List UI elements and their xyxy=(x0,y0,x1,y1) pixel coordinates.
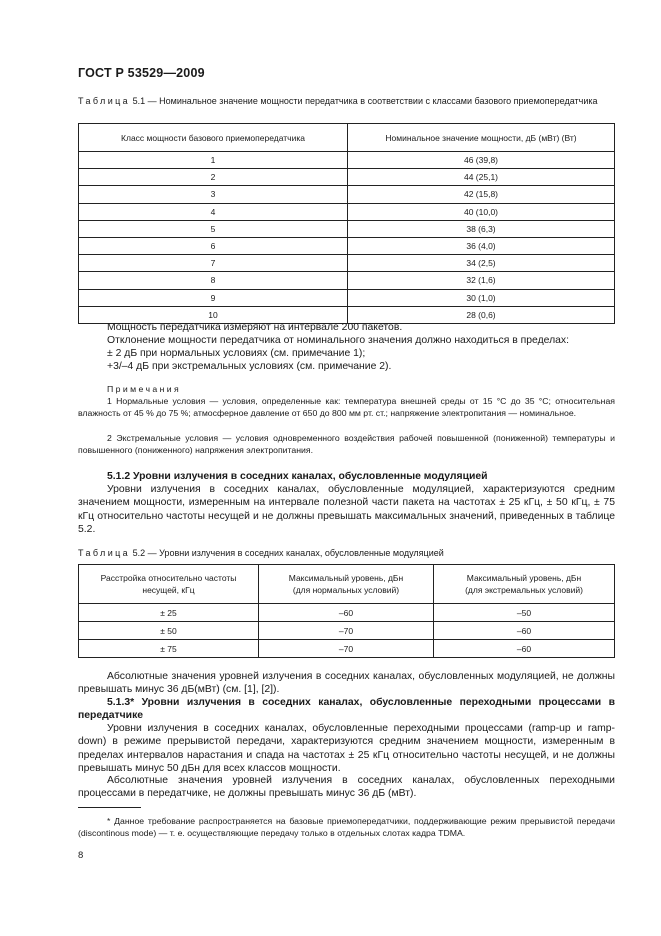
table-cell: 40 (10,0) xyxy=(348,203,615,220)
header-line: (для нормальных условий) xyxy=(292,585,400,595)
table-cell: 32 (1,6) xyxy=(348,272,615,289)
section-5-1-2-text: Уровни излучения в соседних каналах, обусловленные модуляцией, характеризуются средним значением мощности, измеренным на интервале полезной части пакета на частотах ± 25 кГц, ± 50 кГц, ± 75 кГц относительно частоты несущей и не должны превышать максимальных значений, приведенных в таблице 5.2. xyxy=(78,484,615,535)
table-cell: –70 xyxy=(259,640,434,658)
paragraph-absolute-modulation: Абсолютные значения уровней излучения в соседних каналах, обусловленных модуляцией, не должны превышать минус 36 дБ(мВт) (см. [1], [2]). xyxy=(78,671,615,696)
table-row xyxy=(79,622,615,640)
header-line: Максимальный уровень, дБн xyxy=(288,573,404,583)
table-cell: 36 (4,0) xyxy=(348,237,615,254)
table-row xyxy=(79,152,615,169)
table-cell: 44 (25,1) xyxy=(348,169,615,186)
table1-caption xyxy=(78,95,615,107)
table-cell: 30 (1,0) xyxy=(348,289,615,306)
header-line: несущей, кГц xyxy=(142,585,195,595)
table-row xyxy=(79,640,615,658)
table-row xyxy=(79,169,615,186)
table-cell: –60 xyxy=(434,622,615,640)
section-5-1-3-heading: 5.1.3* Уровни излучения в соседних каналах, обусловленные переходными процессами в передатчике xyxy=(78,697,615,722)
table-cell: –50 xyxy=(434,604,615,622)
header-line: Максимальный уровень, дБн xyxy=(466,573,582,583)
table2-caption xyxy=(78,547,615,559)
paragraph-extreme-conditions: +3/–4 дБ при экстремальных условиях (см. примечание 2). xyxy=(107,361,392,372)
page-number: 8 xyxy=(78,850,84,861)
table-cell: 1 xyxy=(79,152,348,169)
paragraph-deviation: Отклонение мощности передатчика от номинального значения должно находиться в пределах: xyxy=(107,335,569,346)
table-cell: 10 xyxy=(79,306,348,323)
table-cell: 4 xyxy=(79,203,348,220)
table2-header-row xyxy=(79,565,615,604)
header-line: (для экстремальных условий) xyxy=(465,585,583,595)
table-row xyxy=(79,272,615,289)
table-cell: 3 xyxy=(79,186,348,203)
table-cell: 9 xyxy=(79,289,348,306)
table-cell: –60 xyxy=(434,640,615,658)
table2-col-header-extreme xyxy=(434,565,615,604)
notes-title: Примечания xyxy=(107,384,182,394)
table-row xyxy=(79,186,615,203)
table1-header-row xyxy=(79,124,615,152)
table-cell: 2 xyxy=(79,169,348,186)
table-cell: 5 xyxy=(79,220,348,237)
table-cell: 34 (2,5) xyxy=(348,255,615,272)
table2-col-header-offset xyxy=(79,565,259,604)
table-cell: ± 75 xyxy=(79,640,259,658)
footnote-separator xyxy=(78,807,141,808)
document-header: ГОСТ Р 53529—2009 xyxy=(78,66,205,80)
section-5-1-2-heading: 5.1.2 Уровни излучения в соседних каналах, обусловленные модуляцией xyxy=(107,471,488,482)
table-cell: –70 xyxy=(259,622,434,640)
header-line: Расстройка относительно частоты xyxy=(100,573,237,583)
table2-label: Таблица xyxy=(78,548,131,558)
table2 xyxy=(78,564,615,658)
table-cell: 8 xyxy=(79,272,348,289)
note-2: 2 Экстремальные условия — условия одновременного воздействия рабочей повышенной (пониженной) температуры и повышенного (пониженного) напряжения электропитания. xyxy=(78,433,615,456)
table-row xyxy=(79,203,615,220)
table2-caption-text: 5.2 — Уровни излучения в соседних каналах, обусловленные модуляцией xyxy=(132,548,444,558)
table-row xyxy=(79,255,615,272)
table-row xyxy=(79,604,615,622)
table-cell: 28 (0,6) xyxy=(348,306,615,323)
table1-col-header: Номинальное значение мощности, дБ (мВт) (Вт) xyxy=(348,124,615,152)
table-cell: 42 (15,8) xyxy=(348,186,615,203)
table-row xyxy=(79,237,615,254)
table1-col-header: Класс мощности базового приемопередатчика xyxy=(79,124,348,152)
footnote: * Данное требование распространяется на базовые приемопередатчики, поддерживающие режим прерывистой передачи (discontinous mode) — т. е. осуществляющие передачу только в отдельных слотах кадра TDMA. xyxy=(78,816,615,839)
table-row xyxy=(79,289,615,306)
paragraph-normal-conditions: ± 2 дБ при нормальных условиях (см. примечание 1); xyxy=(107,348,366,359)
table1 xyxy=(78,123,615,324)
table-cell: –60 xyxy=(259,604,434,622)
table-cell: ± 50 xyxy=(79,622,259,640)
table1-label: Таблица xyxy=(78,96,131,106)
table2-col-header-normal xyxy=(259,565,434,604)
table-row xyxy=(79,220,615,237)
table-cell: ± 25 xyxy=(79,604,259,622)
table1-caption-text: 5.1 — Номинальное значение мощности передатчика в соответствии с классами базового приемопередатчика xyxy=(132,96,598,106)
section-5-1-3-absolute: Абсолютные значения уровней излучения в соседних каналах, обусловленных переходными процессами в передатчике, не должны превышать минус 36 дБ (мВт). xyxy=(78,775,615,800)
note-1: 1 Нормальные условия — условия, определенные как: температура внешней среды от 15 °C до 35 °C; относительная влажность от 45 % до 75 %; атмосферное давление от 650 до 800 мм рт. ст.; напряжение электропитания — номинальное. xyxy=(78,396,615,419)
table-cell: 6 xyxy=(79,237,348,254)
table-cell: 7 xyxy=(79,255,348,272)
table-cell: 38 (6,3) xyxy=(348,220,615,237)
table-cell: 46 (39,8) xyxy=(348,152,615,169)
section-5-1-3-text: Уровни излучения в соседних каналах, обусловленные переходными процессами (ramp-up и ramp-down) в режиме прерывистой передачи, характеризуются средним значением мощности, измеренным в пределах интервалов нарастания и спада на частотах ± 25 кГц относительно частоты несущей, и не должны превышать минус 50 дБн для всех классов мощности. xyxy=(78,723,615,774)
paragraph-measurement: Мощность передатчика измеряют на интервале 200 пакетов. xyxy=(107,322,403,333)
